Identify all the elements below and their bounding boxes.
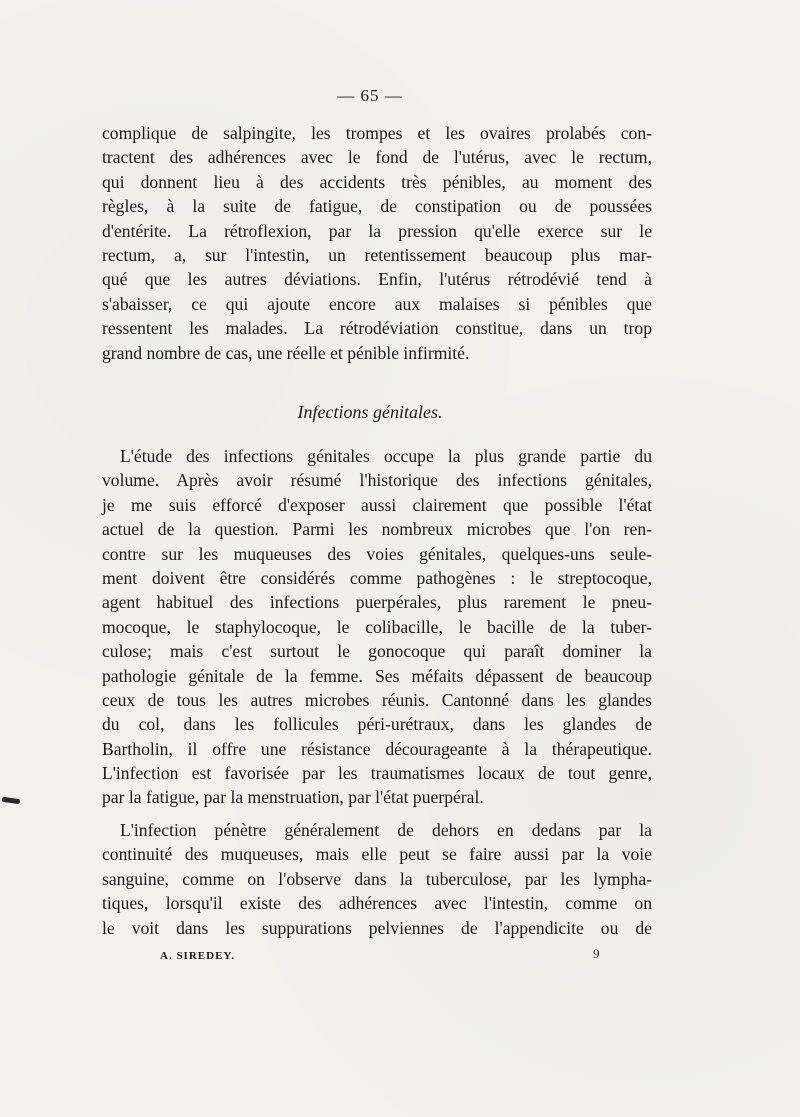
footer-author: A. SIREDEY. [160,950,236,962]
paragraph-transmission [102,818,652,940]
text-line: d'entérite. La rétroflexion, par la pression qu'elle exerce sur le [102,220,652,241]
text-line: L'étude des infections génitales occupe la plus grande partie du [120,446,652,466]
text-line: ment doivent être considérés comme pathogènes : le streptocoque, [102,567,652,588]
text-line: complique de salpingite, les trompes et les ovaires prolabés con- [102,123,652,143]
text-line: qui donnent lieu à des accidents très pénibles, au moment des [102,171,652,192]
text-line: ceux de tous les autres microbes réunis. Cantonné dans les glandes [102,689,652,710]
text-line: continuité des muqueuses, mais elle peut se faire aussi par la voie [102,844,652,865]
section-heading: Infections génitales. [297,402,443,422]
text-line: le voit dans les suppurations pelviennes de l'appendicite ou de [102,917,652,938]
text-line: je me suis efforcé d'exposer aussi clairement que possible l'état [102,494,652,515]
text-line: volume. Après avoir résumé l'historique des infections génitales, [102,470,652,491]
text-line: pathologie génitale de la femme. Ses méfaits dépassent de beaucoup [102,665,652,686]
margin-mark [2,797,21,804]
text-line: par la fatigue, par la menstruation, par l'état puerpéral. [102,787,484,808]
page-number: — 65 — [337,86,403,105]
text-line: tiques, lorsqu'il existe des adhérences avec l'intestin, comme on [102,893,652,914]
text-line: culose; mais c'est surtout le gonocoque qui paraît dominer la [102,641,652,662]
text-line: règles, à la suite de fatigue, de constipation ou de poussées [102,196,652,217]
text-line: qué que les autres déviations. Enfin, l'utérus rétrodévié tend à [102,269,652,290]
text-line: L'infection est favorisée par les traumatismes locaux de tout genre, [102,763,652,784]
footer-signature-mark: 9 [593,946,600,961]
text-line: actuel de la question. Parmi les nombreux microbes que l'on ren- [102,519,652,540]
text-line: L'infection pénètre généralement de dehors en dedans par la [120,820,652,840]
text-line: rectum, a, sur l'intestin, un retentissement beaucoup plus mar- [102,244,652,265]
paragraph-infections [102,444,652,810]
text-line: tractent des adhérences avec le fond de l'utérus, avec le rectum, [102,147,652,168]
text-line: contre sur les muqueuses des voies génitales, quelques-uns seule- [102,543,652,564]
text-line: s'abaisser, ce qui ajoute encore aux malaises si pénibles que [102,293,652,314]
text-line: sanguine, comme on l'observe dans la tuberculose, par les lympha- [102,868,652,889]
text-line: ressentent les malades. La rétrodéviation constitue, dans un trop [102,318,652,339]
text-line: grand nombre de cas, une réelle et pénible infirmité. [102,342,470,363]
text-line: du col, dans les follicules péri-urétraux, dans les glandes de [102,714,652,735]
text-line: agent habituel des infections puerpérales, plus rarement le pneu- [102,592,652,613]
text-line: mocoque, le staphylocoque, le colibacille, le bacille de la tuber- [102,616,652,637]
text-line: Bartholin, il offre une résistance décourageante à la thérapeutique. [102,738,652,759]
paragraph-retrodeviation [102,121,652,365]
